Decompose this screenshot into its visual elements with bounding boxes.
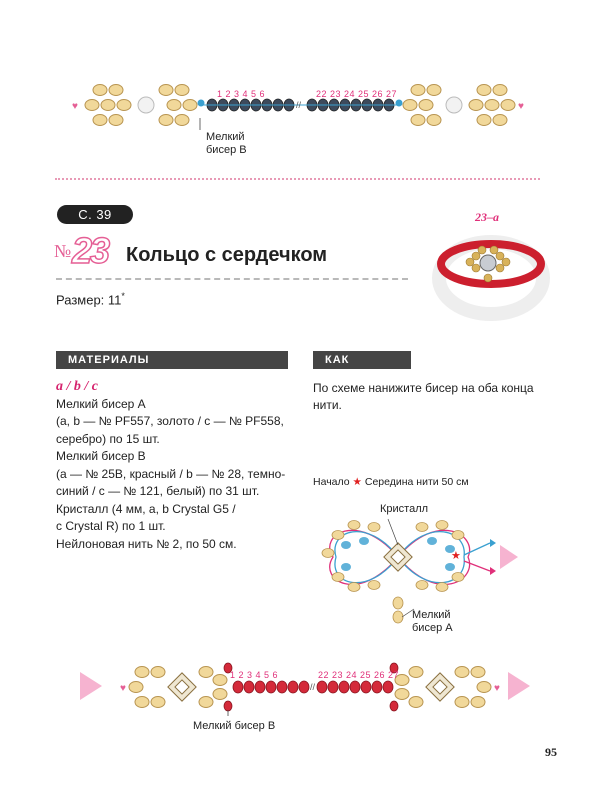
svg-text:♥: ♥ — [120, 683, 126, 694]
start-label-b: Середина нити 50 см — [364, 476, 469, 488]
section-separator — [55, 178, 540, 180]
top-numbers-right: 22 23 24 25 26 27 — [316, 89, 398, 99]
svg-text:★: ★ — [451, 550, 461, 562]
svg-text:♥: ♥ — [494, 683, 500, 694]
materials-line: синий / c — № 121, белый) по 31 шт. — [56, 484, 260, 498]
bottom-numbers-right: 22 23 24 25 26 27 — [318, 670, 400, 680]
bottom-bead-diagram — [78, 660, 540, 718]
size-footnote-mark: * — [121, 291, 125, 301]
page-title: Кольцо с сердечком — [126, 244, 328, 266]
howto-header: КАК СДЕЛАТЬ — [313, 351, 411, 369]
star-icon: ★ — [352, 476, 362, 488]
materials-line: Мелкий бисер A — [56, 396, 146, 411]
bottom-bead-label: Мелкий бисер B — [193, 720, 276, 732]
bead-a-label: Мелкий бисер A — [412, 609, 453, 634]
photo-label: 23–a — [475, 210, 499, 224]
top-bead-label: Мелкий бисер B — [206, 131, 247, 156]
svg-text://: // — [310, 682, 316, 692]
crystal-label: Кристалл — [380, 503, 429, 515]
materials-line: Нейлоновая нить № 2, по 50 см. — [56, 536, 237, 551]
materials-line: (a, b — № PF557, золото / c — № PF558, — [56, 414, 284, 428]
materials-variants: a / b / c — [56, 379, 98, 394]
materials-list — [56, 378, 288, 553]
materials-line: серебро) по 15 шт. — [56, 431, 160, 446]
size-text: Размер: 11 — [56, 292, 122, 308]
howto-text: По схеме нанижите бисер на оба конца нити. — [313, 381, 534, 412]
materials-line: Мелкий бисер B — [56, 449, 146, 463]
start-label — [313, 476, 469, 488]
materials-line: Кристалл (4 мм, a, b Crystal G5 / — [56, 501, 236, 516]
materials-header: МАТЕРИАЛЫ — [56, 351, 288, 369]
title-number: 23 — [72, 230, 109, 271]
top-bead-diagram — [70, 78, 530, 138]
materials-line: (a — № 25B, красный / b — № 28, темно- — [56, 466, 286, 481]
bottom-numbers-left: 1 2 3 4 5 6 — [230, 670, 279, 680]
page-number: 95 — [545, 745, 557, 759]
svg-text:♥: ♥ — [518, 101, 524, 112]
page-reference-badge: С. 39 — [57, 205, 133, 224]
title-number-sign: № — [54, 241, 72, 261]
materials-line: c Crystal R) по 1 шт. — [56, 519, 166, 533]
title-underline — [56, 278, 408, 280]
svg-text:♥: ♥ — [72, 101, 78, 112]
start-label-a: Начало — [313, 476, 350, 488]
svg-text://: // — [296, 100, 302, 110]
ring-photo — [432, 222, 550, 322]
top-numbers-left: 1 2 3 4 5 6 — [217, 89, 266, 99]
ring-size — [56, 291, 125, 307]
